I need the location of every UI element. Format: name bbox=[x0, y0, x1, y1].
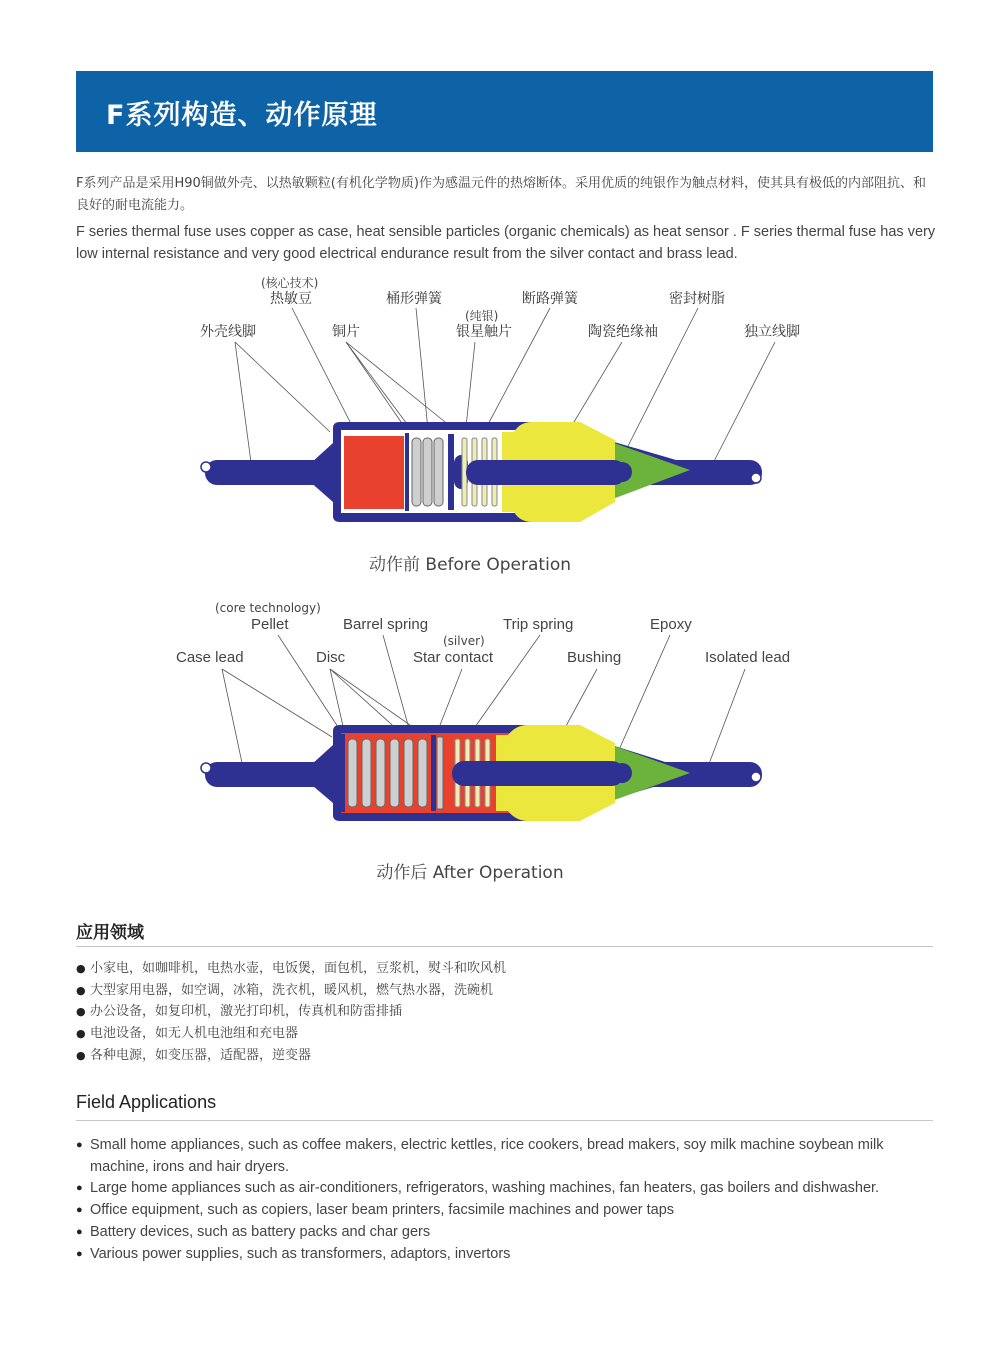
star-contact-after bbox=[431, 735, 436, 811]
header-banner bbox=[76, 71, 933, 152]
list-item: ● 大型家用电器，如空调，冰箱，洗衣机，暖风机，燃气热水器，洗碗机 bbox=[76, 980, 936, 1002]
list-item: ● 电池设备，如无人机电池组和充电器 bbox=[76, 1023, 936, 1045]
barrel-spring bbox=[412, 438, 443, 506]
intro-text-cn: F系列产品是采用H90铜做外壳、以热敏颗粒(有机化学物质)作为感温元件的热熔断体。采用优质的纯银作为触点材料，使其具有极低的内部阻抗、和良好的耐电流能力。 bbox=[76, 176, 926, 213]
label-barrel-spring-en: Barrel spring bbox=[343, 616, 429, 633]
label-case-lead: 外壳线脚 bbox=[200, 324, 256, 340]
disc bbox=[405, 433, 409, 511]
label-core-note-en: (core technology) bbox=[215, 601, 321, 615]
list-item: ● Small home appliances, such as coffee makers, electric kettles, rice cookers, bread makers, soy milk machine soybean milk machine, irons and hair dryers. bbox=[76, 1135, 936, 1178]
divider bbox=[76, 946, 933, 947]
list-item: ● 小家电，如咖啡机，电热水壶，电饭煲，面包机，豆浆机，熨斗和吹风机 bbox=[76, 958, 936, 980]
label-epoxy-en: Epoxy bbox=[650, 616, 692, 633]
label-isolated-lead-en: Isolated lead bbox=[705, 649, 791, 666]
list-item: ● Large home appliances such as air-conditioners, refrigerators, washing machines, fan heaters, gas boilers and dishwasher. bbox=[76, 1178, 936, 1200]
intro-text-en: F series thermal fuse uses copper as case, heat sensible particles (organic chemicals) as heat sensor . F series thermal fuse has very low internal resistance and very good electrical endurance result from the silver contact and brass lead. bbox=[76, 224, 936, 262]
label-silver-note-en: (silver) bbox=[443, 634, 485, 648]
label-barrel-spring: 桶形弹簧 bbox=[386, 291, 442, 307]
label-isolated-lead: 独立线脚 bbox=[744, 324, 800, 340]
applications-list-cn bbox=[76, 958, 936, 1067]
list-item: ● Battery devices, such as battery packs and char gers bbox=[76, 1222, 936, 1244]
case-lead-end-after bbox=[201, 763, 211, 773]
diagram-after-operation bbox=[0, 597, 1000, 852]
list-item: ● Office equipment, such as copiers, laser beam printers, facsimile machines and power taps bbox=[76, 1200, 936, 1222]
applications-list-en bbox=[76, 1135, 936, 1265]
divider bbox=[76, 1120, 933, 1121]
section-title-applications-cn: 应用领域 bbox=[76, 923, 144, 943]
label-case-lead-en: Case lead bbox=[176, 649, 244, 666]
label-disc: 铜片 bbox=[332, 324, 360, 340]
label-bushing: 陶瓷绝缘袖 bbox=[588, 324, 658, 340]
list-item: ● 各种电源，如变压器，适配器，逆变器 bbox=[76, 1045, 936, 1067]
isolated-lead-end-after bbox=[751, 772, 761, 782]
star-contact-plate-after bbox=[437, 737, 443, 809]
disc-after bbox=[341, 734, 345, 812]
label-trip-spring-en: Trip spring bbox=[503, 616, 574, 633]
lead-crimp-after bbox=[612, 763, 632, 783]
list-item: ● Various power supplies, such as transformers, adaptors, invertors bbox=[76, 1244, 936, 1266]
label-epoxy: 密封树脂 bbox=[669, 291, 725, 307]
label-core-note: (核心技术) bbox=[261, 276, 319, 290]
star-contact bbox=[448, 434, 454, 510]
label-trip-spring: 断路弹簧 bbox=[522, 291, 578, 307]
label-pellet-en: Pellet bbox=[251, 616, 289, 633]
list-item: ● 办公设备，如复印机，激光打印机，传真机和防雷排插 bbox=[76, 1001, 936, 1023]
label-star-contact-en: Star contact bbox=[413, 649, 494, 666]
isolated-lead-end bbox=[751, 473, 761, 483]
page-title: F系列构造、动作原理 bbox=[106, 100, 378, 131]
label-silver-note: (纯银) bbox=[465, 309, 499, 323]
center-lead bbox=[466, 460, 626, 485]
diagram-before-operation bbox=[0, 270, 1000, 540]
pellet bbox=[344, 436, 404, 509]
label-star-contact: 银星触片 bbox=[456, 324, 512, 340]
lead-crimp bbox=[612, 462, 632, 482]
label-bushing-en: Bushing bbox=[567, 649, 622, 666]
caption-after: 动作后 After Operation bbox=[376, 863, 564, 883]
center-lead-after bbox=[452, 761, 624, 786]
section-title-applications-en: Field Applications bbox=[76, 1092, 217, 1112]
caption-before: 动作前 Before Operation bbox=[369, 555, 571, 575]
label-pellet: 热敏豆 bbox=[270, 291, 312, 307]
case-lead-end bbox=[201, 462, 211, 472]
label-disc-en: Disc bbox=[316, 649, 346, 666]
